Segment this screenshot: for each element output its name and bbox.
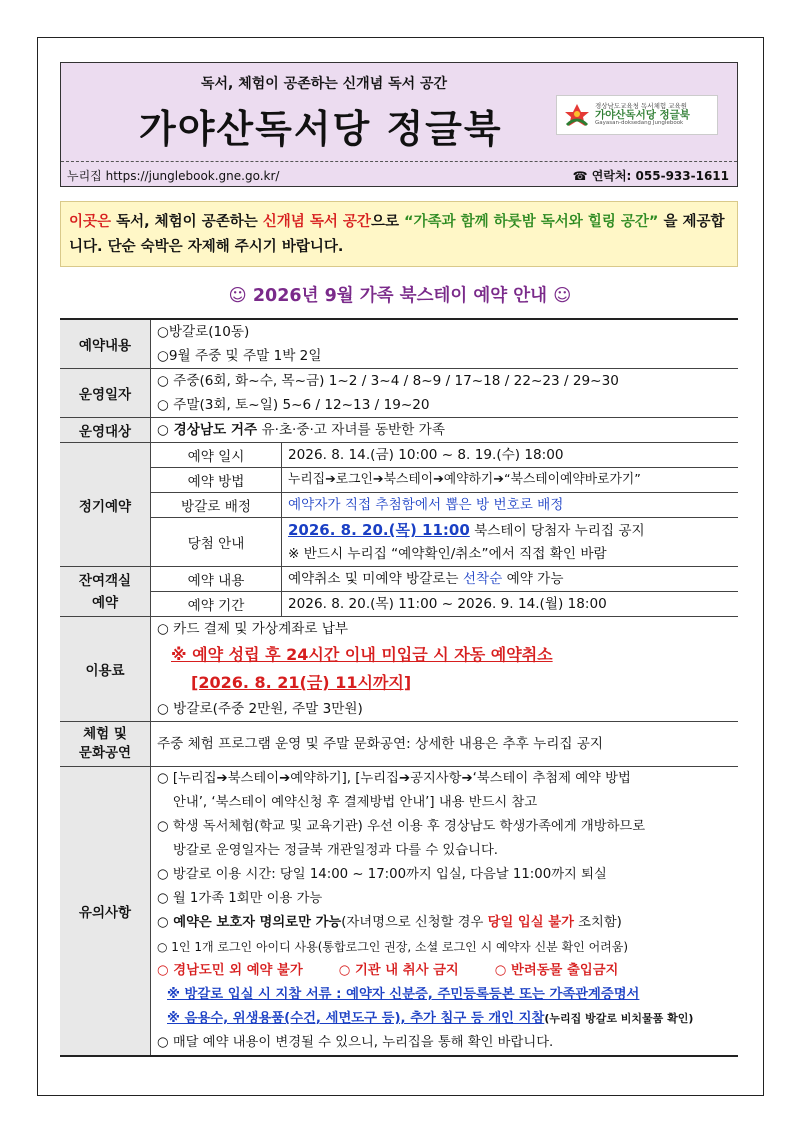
row-text: ※ 음용수, 위생용품(수건, 세면도구 등), 추가 침구 등 개인 지참 (167, 1011, 545, 1026)
rule-text: ○ 반려동물 출입금지 (494, 963, 619, 978)
notice-part: 신개념 독서 공간 (262, 214, 371, 230)
rule-text: ○ 경남도민 외 예약 불가 (157, 963, 303, 978)
row-label: 유의사항 (60, 767, 151, 1057)
info-table (60, 318, 738, 1057)
row-text: 주중 체험 프로그램 운영 및 주말 문화공연: 상세한 내용은 추후 누리집 공지 (157, 736, 604, 752)
header-subtitle: 독서, 체험이 공존하는 신개념 독서 공간 (201, 76, 448, 92)
table-row (60, 722, 738, 767)
row-text: 예약 가능 (502, 571, 564, 587)
row-label-line: 예약 (91, 594, 119, 611)
row-label: 이용료 (60, 617, 151, 722)
header-box (60, 62, 738, 187)
row-text-warning: 당일 입실 불가 (487, 915, 574, 930)
row-text: 예약자가 직접 추첨함에서 뽑은 방 번호로 배정 (288, 497, 564, 513)
section-title: ☺ 2026년 9월 가족 북스테이 예약 안내 ☺ (228, 286, 572, 306)
deadline-text: [2026. 8. 21(금) 11시까지] (191, 673, 412, 692)
row-text: 방갈로 운영일자는 정글북 개관일정과 다를 수 있습니다. (173, 843, 499, 858)
row-label: 운영일자 (60, 369, 151, 418)
row-label (60, 567, 151, 617)
row-text: ※ 방갈로 입실 시 지참 서류 : 예약자 신분증, 주민등록등본 또는 가족관계증명서 (167, 987, 640, 1002)
row-label-line: 체험 및 (83, 726, 127, 742)
table-row (60, 369, 738, 418)
row-label-line: 문화공연 (78, 745, 132, 761)
row-text: ○ 주말(3회, 토~일) 5~6 / 12~13 / 19~20 (157, 397, 430, 413)
row-text: 유·초·중·고 자녀를 동반한 가족 (257, 422, 445, 438)
sub-label: 예약 기간 (151, 592, 282, 617)
row-text: 예약취소 및 미예약 방갈로는 (288, 571, 463, 587)
table-row (60, 443, 738, 468)
row-content (151, 617, 739, 722)
row-text: 조치함) (573, 915, 622, 930)
warning-text: ※ 예약 성립 후 24시간 이내 미입금 시 자동 예약취소 (171, 645, 553, 664)
notice-highlight: “가족과 함께 하룻밤 독서와 힐링 공간” (404, 214, 659, 230)
logo-text-line3: Gayasan-doksedang Junglebook (595, 120, 684, 127)
row-content (151, 418, 739, 443)
notice-part: 으로 (370, 214, 405, 230)
row-text: ※ 반드시 누리집 “예약확인/취소”에서 직접 확인 바람 (288, 546, 607, 562)
sub-label: 당첨 안내 (151, 518, 282, 567)
row-text: ○방갈로(10동) (157, 324, 250, 340)
row-text: (자녀명으로 신청할 경우 (341, 915, 488, 930)
row-text: ○ 매달 예약 내용이 변경될 수 있으니, 누리집을 통해 확인 바랍니다. (157, 1035, 554, 1050)
row-text: ○9월 주중 및 주말 1박 2일 (157, 348, 322, 364)
table-row (60, 468, 738, 493)
row-text: ○ 월 1가족 1회만 이용 가능 (157, 891, 323, 906)
notice-part: 독서, 체험이 공존하는 (111, 214, 263, 230)
table-row (60, 493, 738, 518)
header-divider (61, 161, 737, 162)
logo-text-line1: 경상남도교육청 독서체험 교육원 (595, 102, 688, 111)
announce-date: 2026. 8. 20.(목) 11:00 (288, 521, 470, 539)
row-text: ○ 카드 결제 및 가상계좌로 납부 (157, 621, 349, 637)
rule-text: ○ 기관 내 취사 금지 (338, 963, 459, 978)
notice-box (60, 201, 738, 267)
row-label: 예약내용 (60, 319, 151, 369)
table-row (60, 767, 738, 1057)
row-text: ○ 방갈로(주중 2만원, 주말 3만원) (157, 701, 363, 717)
row-text: 안내’, ‘북스테이 예약신청 후 결제방법 안내’] 내용 반드시 참고 (173, 795, 538, 810)
row-text: 2026. 8. 14.(금) 10:00 ~ 8. 19.(수) 18:00 (288, 447, 564, 463)
row-text: ○ 1인 1개 로그인 아이디 사용(통합로그인 권장, 소셜 로그인 시 예약자 신분 확인 어려움) (157, 940, 629, 954)
row-text: ○ 학생 독서체험(학교 및 교육기관) 우선 이용 후 경상남도 학생가족에게 개방하므로 (157, 819, 646, 834)
row-label: 운영대상 (60, 418, 151, 443)
table-row (60, 617, 738, 722)
row-text-highlight: 선착순 (462, 571, 503, 587)
website-link[interactable]: 누리집 https://junglebook.gne.go.kr/ (67, 169, 280, 183)
row-content (151, 767, 739, 1057)
row-content (151, 319, 739, 369)
notice-part: 이곳은 (69, 214, 112, 230)
row-label-line: 잔여객실 (78, 572, 132, 589)
row-text: 누리집➔로그인➔북스테이➔예약하기➔“북스테이예약바로가기” (288, 472, 641, 487)
sub-label: 예약 내용 (151, 567, 282, 592)
row-text: ○ 주중(6회, 화~수, 목~금) 1~2 / 3~4 / 8~9 / 17~18 / 22~23 / 29~30 (157, 373, 619, 389)
logo-text-line2: 가야산독서당 정글북 (595, 109, 690, 122)
row-text: ○ [누리집➔북스테이➔예약하기], [누리집➔공지사항➔‘북스테이 추첨제 예약 방법 (157, 771, 631, 786)
row-label (60, 722, 151, 767)
logo-icon (563, 101, 591, 129)
table-row (60, 518, 738, 567)
table-row (60, 319, 738, 369)
notice-part: 을 제공합니다. 단순 숙박은 자제해 주시기 바랍니다. (69, 214, 725, 255)
sub-label: 예약 방법 (151, 468, 282, 493)
contact-phone: ☎ 연락처: 055-933-1611 (572, 169, 729, 183)
row-content (151, 369, 739, 418)
sub-label: 예약 일시 (151, 443, 282, 468)
row-text: ○ 방갈로 이용 시간: 당일 14:00 ~ 17:00까지 입실, 다음날 11:00까지 퇴실 (157, 867, 607, 882)
row-label: 정기예약 (60, 443, 151, 567)
row-text-bold: ○ 예약은 보호자 명의로만 가능 (157, 915, 342, 930)
logo (556, 95, 718, 135)
row-text: (누리집 방갈로 비치물품 확인) (544, 1012, 694, 1025)
page-title: 가야산독서당 정글북 (139, 107, 503, 151)
sub-label: 방갈로 배정 (151, 493, 282, 518)
row-text: 2026. 8. 20.(목) 11:00 ~ 2026. 9. 14.(월) 18:00 (288, 596, 607, 612)
table-row (60, 418, 738, 443)
row-text: 북스테이 당첨자 누리집 공지 (469, 523, 645, 539)
table-row (60, 592, 738, 617)
row-text-bold: ○ 경상남도 거주 (157, 422, 258, 438)
table-row (60, 567, 738, 592)
